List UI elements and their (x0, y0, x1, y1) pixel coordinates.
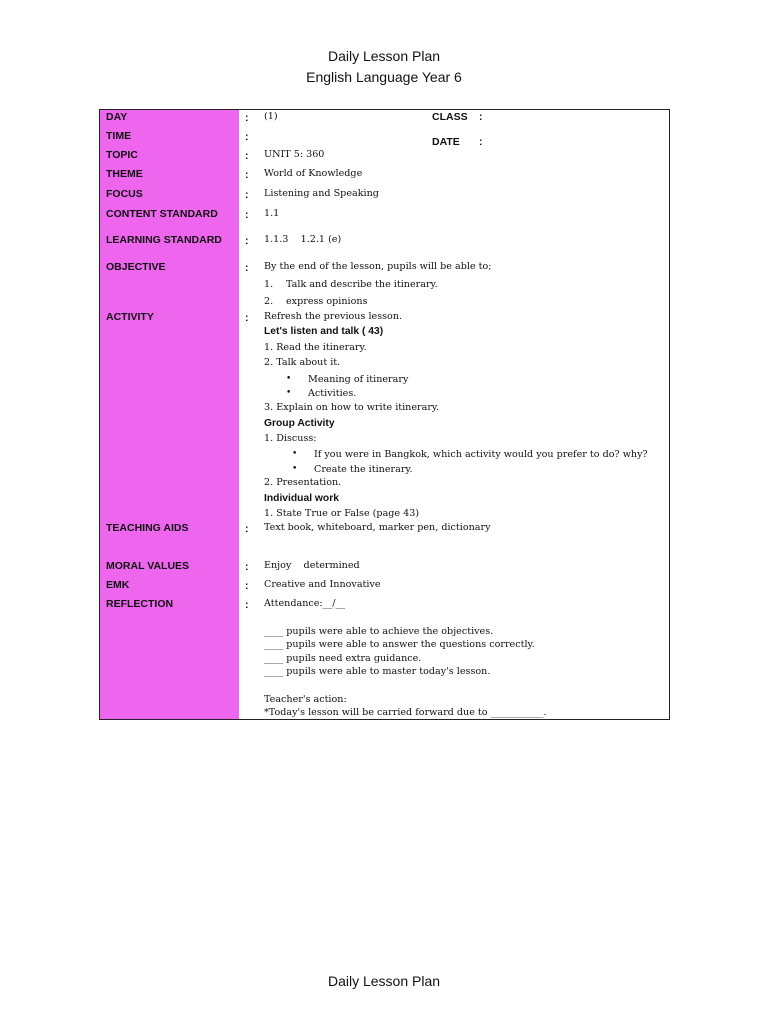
label-time: TIME (106, 130, 132, 142)
activity-bullet-item: If you were in Bangkok, which activity would you prefer to do? why? (314, 449, 648, 460)
label-day: DAY (106, 111, 128, 123)
colon: : (245, 561, 249, 573)
value-content-standard: 1.1 (264, 208, 280, 219)
colon: : (245, 599, 249, 611)
colon: : (245, 262, 249, 274)
colon: : (245, 209, 249, 221)
reflection-line: ____ pupils were able to answer the questions correctly. (264, 639, 535, 650)
colon: : (245, 235, 249, 247)
label-theme: THEME (106, 168, 143, 180)
activity-section-heading: Individual work (264, 493, 339, 504)
activity-bullet-item: Meaning of itinerary (308, 374, 409, 385)
activity-step: 2. Talk about it. (264, 357, 341, 368)
activity-step: 3. Explain on how to write itinerary. (264, 402, 440, 413)
colon: : (245, 312, 249, 324)
value-teaching-aids: Text book, whiteboard, marker pen, dictionary (264, 522, 491, 533)
label-reflection: REFLECTION (106, 598, 174, 610)
value-theme: World of Knowledge (264, 168, 363, 179)
label-date: DATE (432, 136, 460, 148)
label-teaching-aids: TEACHING AIDS (106, 522, 189, 534)
objective-number: 1. (264, 279, 274, 290)
colon: : (245, 131, 249, 143)
value-learning-standard: 1.1.3 1.2.1 (e) (264, 234, 342, 245)
label-content-standard: CONTENT STANDARD (106, 208, 218, 220)
label-learning-standard: LEARNING STANDARD (106, 234, 222, 246)
activity-step: 1. Discuss: (264, 433, 317, 444)
label-activity: ACTIVITY (106, 311, 154, 323)
colon: : (479, 136, 483, 148)
label-emk: EMK (106, 579, 130, 591)
document-subtitle: English Language Year 6 (306, 69, 462, 85)
bullet-icon: • (292, 449, 298, 459)
activity-section-heading: Let's listen and talk ( 43) (264, 326, 384, 337)
label-topic: TOPIC (106, 149, 138, 161)
colon: : (479, 111, 483, 123)
objective-number: 2. (264, 296, 274, 307)
activity-bullet-item: Create the itinerary. (314, 464, 413, 475)
objective-item: Talk and describe the itinerary. (286, 279, 438, 290)
reflection-line: ____ pupils were able to achieve the objectives. (264, 626, 494, 637)
objective-intro: By the end of the lesson, pupils will be able to; (264, 261, 492, 272)
objective-item: express opinions (286, 296, 368, 307)
value-attendance: Attendance:__/__ (264, 598, 346, 609)
value-focus: Listening and Speaking (264, 188, 379, 199)
activity-step: 2. Presentation. (264, 477, 342, 488)
activity-step: 1. Read the itinerary. (264, 342, 367, 353)
document-title: Daily Lesson Plan (327, 48, 441, 64)
activity-section-heading: Group Activity (264, 418, 335, 429)
activity-bullet-item: Activities. (308, 388, 357, 399)
next-page-title: Daily Lesson Plan (327, 973, 441, 989)
activity-refresh: Refresh the previous lesson. (264, 311, 403, 322)
activity-step: 1. State True or False (page 43) (264, 508, 420, 519)
reflection-line: ____ pupils need extra guidance. (264, 653, 422, 664)
colon: : (245, 189, 249, 201)
colon: : (245, 580, 249, 592)
colon: : (245, 523, 249, 535)
carried-forward-note: *Today's lesson will be carried forward due to ___________. (264, 707, 547, 718)
teacher-action-label: Teacher's action: (264, 694, 347, 705)
bullet-icon: • (286, 388, 292, 398)
bullet-icon: • (286, 374, 292, 384)
colon: : (245, 169, 249, 181)
reflection-line: ____ pupils were able to master today's lesson. (264, 666, 491, 677)
bullet-icon: • (292, 464, 298, 474)
value-day: (1) (264, 111, 278, 122)
label-class: CLASS (432, 111, 468, 123)
value-emk: Creative and Innovative (264, 579, 381, 590)
label-objective: OBJECTIVE (106, 261, 166, 273)
label-moral-values: MORAL VALUES (106, 560, 190, 572)
label-focus: FOCUS (106, 188, 143, 200)
value-moral-values: Enjoy determined (264, 560, 360, 571)
colon: : (245, 112, 249, 124)
colon: : (245, 150, 249, 162)
value-topic: UNIT 5: 360 (264, 149, 325, 160)
